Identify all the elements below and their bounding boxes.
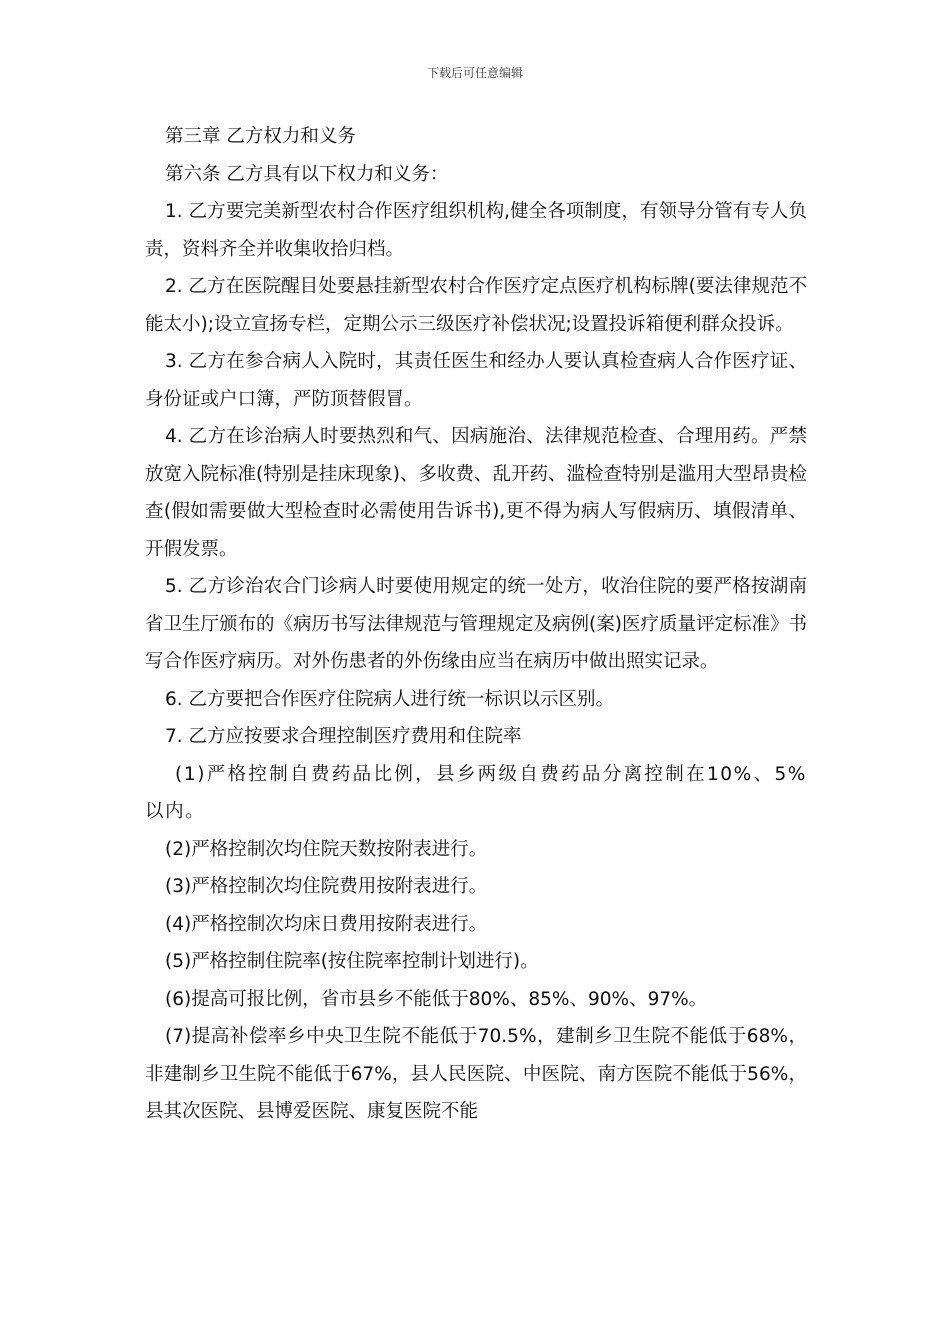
paragraph-7: 7. 乙方应按要求合理控制医疗费用和住院率 [165,726,522,747]
document-body [145,118,807,1131]
paragraph-4: 4. 乙方在诊治病人时要热烈和气、因病施治、法律规范检查、合理用药。严禁放宽入院标准(特别是挂床现象)、多收费、乱开药、滥检查特别是滥用大型昂贵检查(假如需要做大型检查时必需使用告诉书),更不得为病人写假病历、填假清单、开假发票。 [145,426,807,560]
sub-item-2: (2)严格控制次均住院天数按附表进行。 [165,838,488,860]
sub-item-7: (7)提高补偿率乡中央卫生院不能低于70.5%，建制乡卫生院不能低于68%，非建制乡卫生院不能低于67%，县人民医院、中医院、南方医院不能低于56%，县其次医院、县博爱医院、康复医院不能 [145,1026,807,1122]
paragraph-2: 2. 乙方在医院醒目处要悬挂新型农村合作医疗定点医疗机构标牌(要法律规范不能太小);设立宣扬专栏，定期公示三级医疗补偿状况;设置投诉箱便利群众投诉。 [145,276,807,335]
sub-item-5: (5)严格控制住院率(按住院率控制计划进行)。 [165,951,539,972]
page-header: 下载后可任意编辑 [426,66,523,80]
paragraph-6: 6. 乙方要把合作医疗住院病人进行统一标识以示区别。 [165,688,615,710]
paragraph-1: 1. 乙方要完美新型农村合作医疗组织机构,健全各项制度，有领导分管有专人负责，资料齐全并收集收拾归档。 [145,201,807,260]
paragraph-3: 3. 乙方在参合病人入院时，其责任医生和经办人要认真检查病人合作医疗证、身份证或户口簿，严防顶替假冒。 [145,351,807,410]
sub-item-3: (3)严格控制次均住院费用按附表进行。 [165,876,488,897]
paragraph-5: 5. 乙方诊治农合门诊病人时要使用规定的统一处方，收治住院的要严格按湖南省卫生厅颁布的《病历书写法律规范与管理规定及病例(案)医疗质量评定标准》书写合作医疗病历。对外伤患者的外伤缘由应当在病历中做出照实记录。 [145,576,807,672]
sub-item-1: (1)严格控制自费药品比例，县乡两级自费药品分离控制在10%、5%以内。 [145,763,807,822]
sub-item-6: (6)提高可报比例，省市县乡不能低于80%、85%、90%、97%。 [165,988,708,1010]
sub-item-4: (4)严格控制次均床日费用按附表进行。 [165,913,488,935]
chapter-heading: 第三章 乙方权力和义务 [165,126,356,147]
article-heading: 第六条 乙方具有以下权力和义务： [165,163,449,185]
